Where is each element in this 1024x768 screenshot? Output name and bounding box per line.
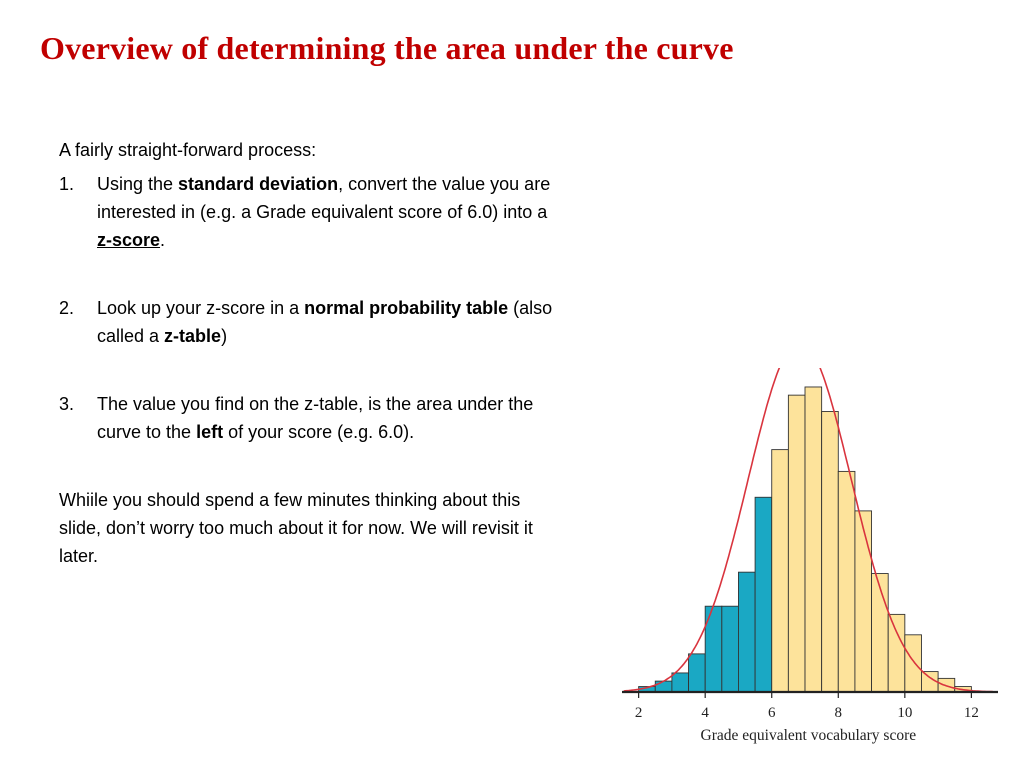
term-standard-deviation: standard deviation	[178, 174, 339, 194]
step-number: 2.	[59, 298, 75, 318]
step-text-run: )	[221, 326, 228, 346]
step-item	[59, 390, 559, 446]
histogram-bar	[838, 471, 855, 692]
histogram-bar	[738, 572, 755, 692]
slide-body	[59, 136, 559, 570]
x-tick-label: 12	[963, 705, 979, 721]
x-tick-label: 10	[897, 705, 913, 721]
histogram-bar	[872, 574, 889, 692]
term-normal-probability-table: normal probability table	[304, 298, 509, 318]
histogram-bar	[672, 673, 689, 692]
x-tick-label: 4	[701, 705, 709, 721]
x-tick-label: 6	[767, 705, 776, 721]
histogram-bar	[722, 606, 739, 692]
x-tick-label: 8	[834, 705, 843, 721]
histogram-bar	[755, 497, 772, 692]
histogram-bar	[905, 635, 922, 692]
term-left: left	[196, 422, 224, 442]
histogram-bar	[805, 387, 822, 692]
step-number: 3.	[59, 394, 75, 414]
histogram-bar	[655, 681, 672, 692]
x-tick-label: 2	[634, 705, 643, 721]
step-item	[59, 294, 559, 350]
histogram-bar	[689, 654, 706, 692]
step-text-run: (also called a	[97, 298, 553, 346]
step-number: 1.	[59, 174, 75, 194]
histogram-bar	[888, 614, 905, 692]
step-text-run: .	[160, 230, 166, 250]
step-text-run: Look up your z-score in a	[97, 298, 305, 318]
step-text	[97, 394, 533, 442]
x-axis-label: Grade equivalent vocabulary score	[700, 727, 917, 744]
step-text-run: Using the	[97, 174, 179, 194]
term-z-table: z-table	[164, 326, 222, 346]
slide-title: Overview of determining the area under the curve	[40, 30, 734, 66]
step-text-run: of your score (e.g. 6.0).	[223, 422, 415, 442]
step-text	[97, 298, 552, 346]
step-item	[59, 170, 559, 254]
step-text	[97, 174, 550, 250]
step-text-run: , convert the value you are interested in (e.g. a Grade equivalent score of 6.0) into a	[97, 174, 551, 222]
step-text-run: The value you find on the z-table, is the area under the curve to the	[97, 394, 534, 442]
histogram-chart	[612, 368, 1002, 748]
histogram-bar	[822, 411, 839, 692]
histogram-bar	[788, 395, 805, 692]
histogram-bar	[855, 511, 872, 692]
term-z-score: z-score	[97, 230, 161, 250]
intro-text: A fairly straight-forward process:	[59, 140, 317, 160]
histogram-bar	[772, 450, 789, 692]
closing-note: Whiile you should spend a few minutes thinking about this slide, don’t worry too much about it for now. We will revisit it later.	[59, 490, 533, 566]
process-steps	[59, 170, 559, 446]
